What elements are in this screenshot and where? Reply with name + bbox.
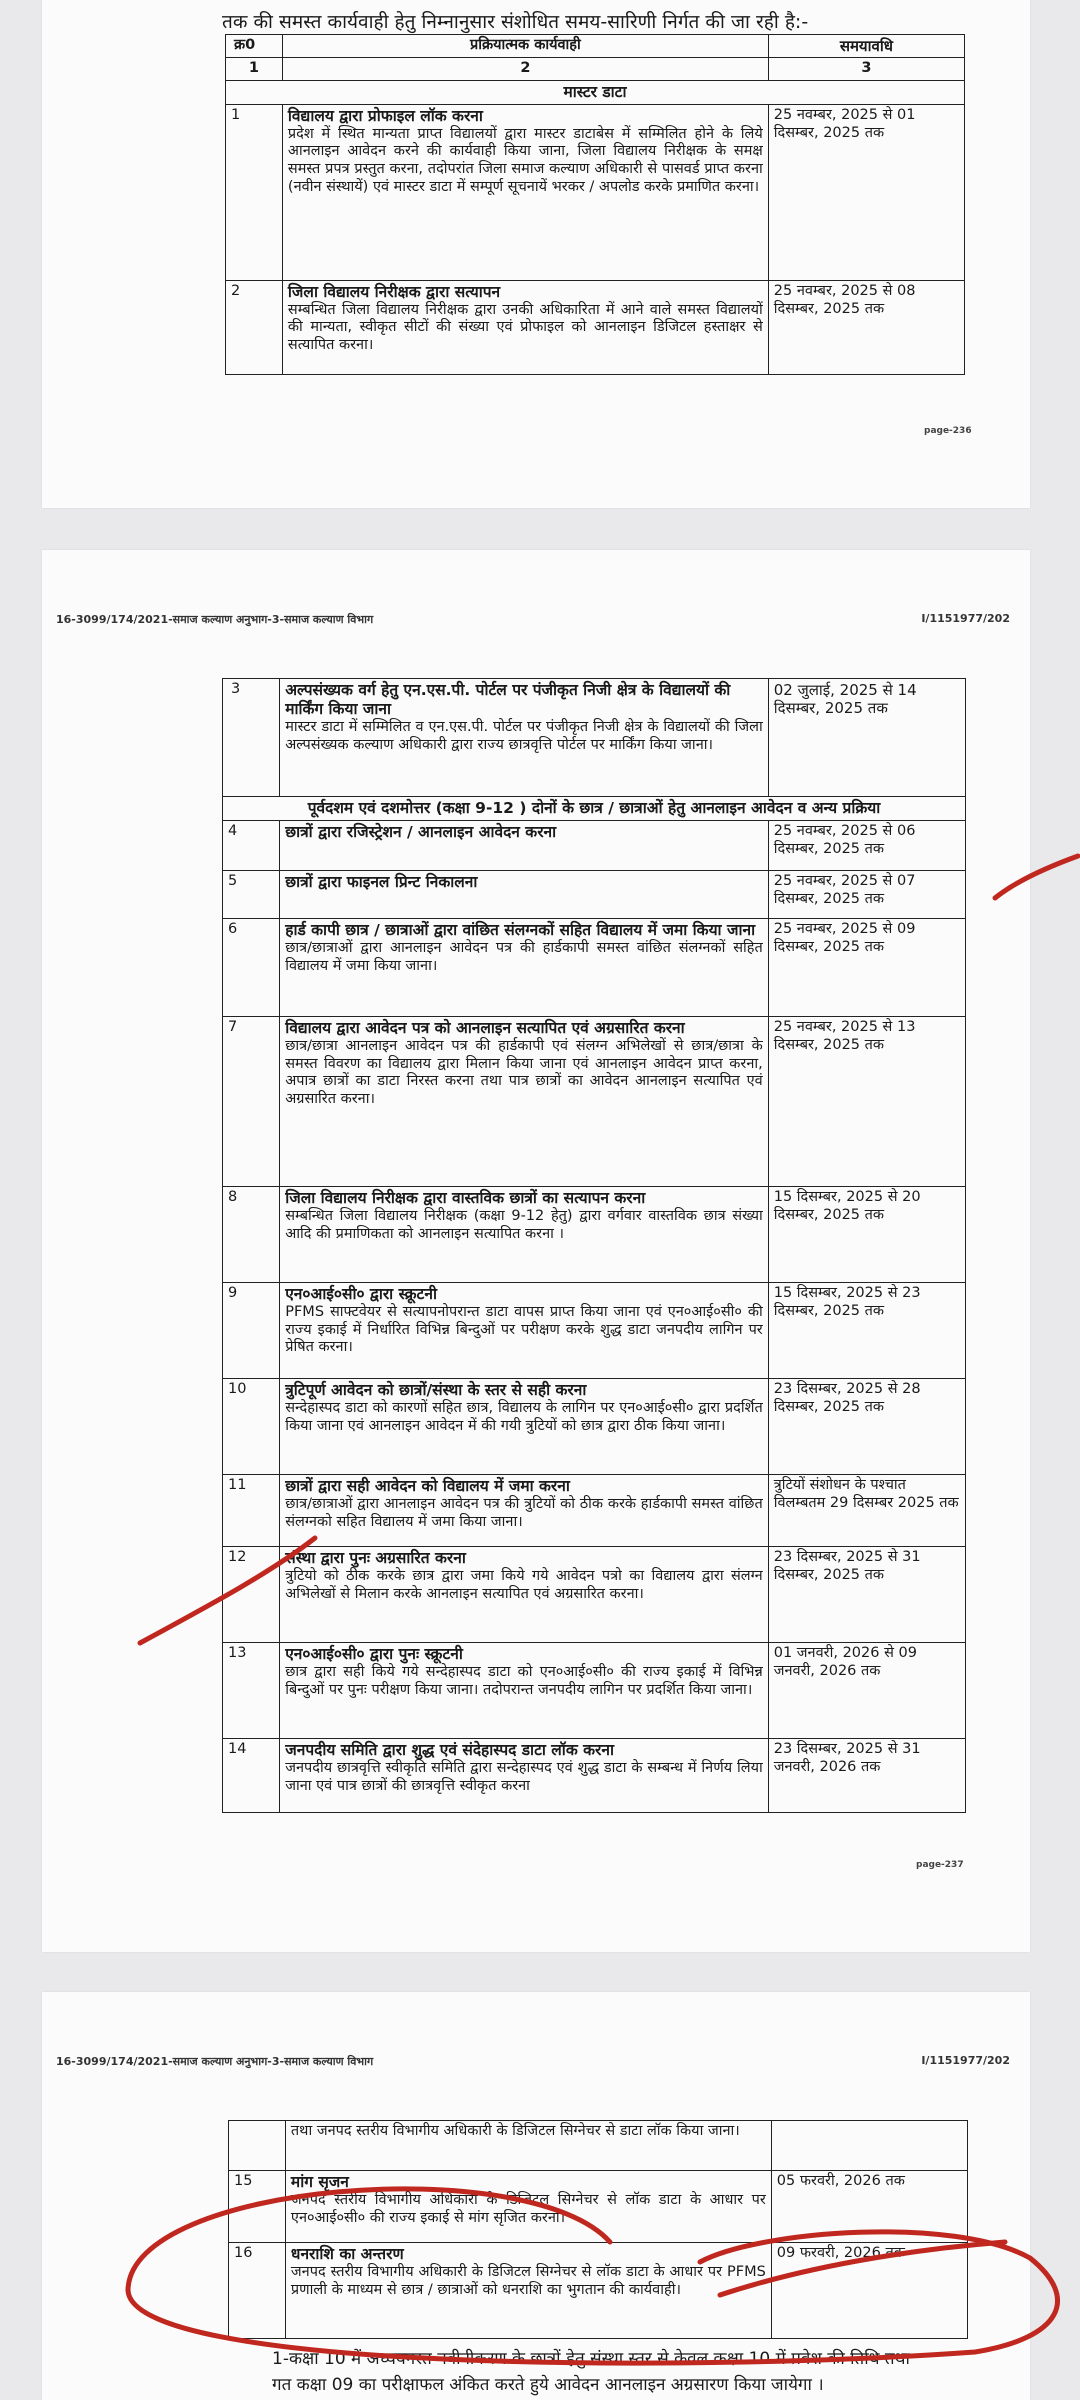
row-title: जिला विद्यालय निरीक्षक द्वारा सत्यापन (287, 282, 501, 301)
row-action (280, 870, 769, 918)
document-page-3 (42, 1992, 1030, 2400)
row-number: 3 (223, 679, 280, 797)
table-row (223, 1642, 966, 1738)
footnote (272, 2346, 1012, 2399)
section-title: मास्टर डाटा (226, 80, 965, 104)
row-description: प्रदेश में स्थित मान्यता प्राप्त विद्यालयों द्वारा मास्टर डाटाबेस में सम्मिलित होने के लिये आनलाइन आवेदन करने की कार्यवाही किया जाना, जिला विद्यालय निरीक्षक के समक्ष समस्त प्रपत्र प्रस्तुत करना, तदोपरांत जिला समाज कल्याण अधिकारी से पासवर्ड प्राप्त करना (नवीन संस्थायें) एवं मास्टर डाटा में सम्पूर्ण सूचनायें भरकर / अपलोड करके प्रमाणित करना। (287, 125, 763, 195)
row-action (280, 820, 769, 870)
row-action (280, 918, 769, 1016)
row-number: 12 (223, 1546, 280, 1642)
page-number-label: page-237 (916, 1860, 964, 1870)
footnote-line: गत कक्षा 09 का परीक्षाफल अंकित करते हुये आवेदन आनलाइन अग्रसारण किया जायेगा । (272, 2375, 824, 2396)
row-title: छात्रों द्वारा सही आवेदन को विद्यालय में जमा करना (285, 1476, 570, 1495)
row-period: 15 दिसम्बर, 2025 से 20 दिसम्बर, 2025 तक (768, 1186, 965, 1282)
row-title: जिला विद्यालय निरीक्षक द्वारा वास्तविक छात्रों का सत्यापन करना (285, 1188, 646, 1207)
schedule-table-2 (222, 678, 966, 1813)
row-period: 25 नवम्बर, 2025 से 13 दिसम्बर, 2025 तक (768, 1016, 965, 1186)
row-period: 25 नवम्बर, 2025 से 01 दिसम्बर, 2025 तक (768, 104, 964, 280)
schedule-table-3 (228, 2120, 968, 2339)
row-period: 25 नवम्बर, 2025 से 09 दिसम्बर, 2025 तक (768, 918, 965, 1016)
column-number-row (226, 58, 965, 81)
row-number: 4 (223, 820, 280, 870)
intro-text: तक की समस्त कार्यवाही हेतु निम्नानुसार संशोधित समय-सारिणी निर्गत की जा रही है:- (222, 11, 809, 33)
row-action (285, 2171, 771, 2243)
table-row (226, 280, 965, 374)
row-period: 23 दिसम्बर, 2025 से 31 जनवरी, 2026 तक (768, 1738, 965, 1812)
row-title: विद्यालय द्वारा प्रोफाइल लॉक करना (287, 106, 483, 125)
row-description: छात्र/छात्राओं द्वारा आनलाइन आवेदन पत्र की त्रुटियों को ठीक करके हार्डकापी समस्त वांछित संलग्नको सहित विद्यालय में जमा किया जाना। (285, 1495, 763, 1530)
row-action (285, 2243, 771, 2339)
table-header-row (226, 35, 965, 58)
row-number: 11 (223, 1474, 280, 1546)
table-row (223, 820, 966, 870)
file-reference: 16-3099/174/2021-समाज कल्याण अनुभाग-3-समाज कल्याण विभाग (56, 2055, 374, 2068)
row-title: मांग सृजन (290, 2173, 349, 2191)
footnote-line: 1-कक्षा 10 में अध्ययनरत नवीनीकरण के छात्रों हेतु संस्था स्तर से केवल कक्षा 10 में प्रवेश की तिथि तथा (272, 2349, 910, 2369)
row-period: 02 जुलाई, 2025 से 14 दिसम्बर, 2025 तक (768, 679, 965, 797)
row-description: त्रुटियो को ठीक करके छात्र द्वारा जमा किये गये आवेदन पत्रो का विद्यालय द्वारा संलग्न अभिलेखों से मिलान करके आनलाइन सत्यापित एवं अग्रसारित करना। (285, 1567, 763, 1602)
table-row (223, 1546, 966, 1642)
table-row (226, 104, 965, 280)
table-row (229, 2171, 968, 2243)
col-number: 1 (226, 58, 283, 81)
row-title: छात्रों द्वारा रजिस्ट्रेशन / आनलाइन आवेदन करना (285, 822, 557, 841)
row-description: छात्र/छात्राओं द्वारा आनलाइन आवेदन पत्र की हार्डकापी समस्त वांछित संलग्नकों सहित विद्यालय में जमा किया जाना। (285, 939, 763, 974)
row-description: मास्टर डाटा में सम्मिलित व एन.एस.पी. पोर्टल पर पंजीकृत निजी क्षेत्र के विद्यालयों की जिला अल्पसंख्यक कल्याण अधिकारी द्वारा राज्य छात्रवृत्ति पोर्टल पर मार्किंग किया जाना। (285, 718, 763, 753)
row-period: 05 फरवरी, 2026 तक (771, 2171, 967, 2243)
row-description: सम्बन्धित जिला विद्यालय निरीक्षक (कक्षा 9-12 हेतु) द्वारा वर्गवार वास्तविक छात्र संख्या आदि की प्रमाणिकता को आनलाइन सत्यापित करना । (285, 1207, 763, 1242)
row-action (280, 1474, 769, 1546)
row-action (280, 1378, 769, 1474)
row-number: 5 (223, 870, 280, 918)
section-title: पूर्वदशम एवं दशमोत्तर (कक्षा 9-12 ) दोनों के छात्र / छात्राओं हेतु आनलाइन आवेदन व अन्य प्रक्रिया (223, 797, 966, 821)
row-period: 25 नवम्बर, 2025 से 06 दिसम्बर, 2025 तक (768, 820, 965, 870)
row-action (282, 280, 768, 374)
row-period: 09 फरवरी, 2026 तक (771, 2243, 967, 2339)
row-period: 01 जनवरी, 2026 से 09 जनवरी, 2026 तक (768, 1642, 965, 1738)
row-period: 25 नवम्बर, 2025 से 07 दिसम्बर, 2025 तक (768, 870, 965, 918)
row-number: 14 (223, 1738, 280, 1812)
row-period: 23 दिसम्बर, 2025 से 31 दिसम्बर, 2025 तक (768, 1546, 965, 1642)
table-row (223, 1378, 966, 1474)
row-action (280, 1282, 769, 1378)
row-action (280, 1642, 769, 1738)
row-period (771, 2121, 967, 2171)
document-id: I/1151977/202 (921, 612, 1010, 625)
row-period: 25 नवम्बर, 2025 से 08 दिसम्बर, 2025 तक (768, 280, 964, 374)
row-action (285, 2121, 771, 2171)
section-row (223, 797, 966, 821)
row-description: सम्बन्धित जिला विद्यालय निरीक्षक द्वारा उनकी अधिकारिता में आने वाले समस्त विद्यालयों की मान्यता, स्वीकृत सीटों की संख्या एवं प्रोफाइल को आनलाइन डिजिटल हस्ताक्षर से सत्यापित करना। (287, 301, 763, 354)
row-title: हार्ड कापी छात्र / छात्राओं द्वारा वांछित संलग्नकों सहित विद्यालय में जमा किया जाना (285, 920, 756, 939)
row-number: 7 (223, 1016, 280, 1186)
col-header-action: प्रक्रियात्मक कार्यवाही (282, 35, 768, 58)
row-description: जनपदीय छात्रवृत्ति स्वीकृति समिति द्वारा सन्देहास्पद एवं शुद्ध डाटा के सम्बन्ध में निर्णय लिया जाना एवं पात्र छात्रों की छात्रवृत्ति स्वीकृत करना (285, 1759, 763, 1794)
row-number: 16 (229, 2243, 286, 2339)
row-action (280, 1738, 769, 1812)
row-title: एन०आई०सी० द्वारा पुनः स्क्रूटनी (285, 1644, 463, 1663)
row-title: त्रुटिपूर्ण आवेदन को छात्रों/संस्था के स्तर से सही करना (285, 1380, 587, 1399)
row-period: त्रुटियों संशोधन के पश्चात विलम्बतम 29 दिसम्बर 2025 तक (768, 1474, 965, 1546)
row-number: 10 (223, 1378, 280, 1474)
row-description: छात्र द्वारा सही किये गये सन्देहास्पद डाटा को एन०आई०सी० की राज्य इकाई में विभिन्न बिन्दुओं पर पुनः परीक्षण किया जाना। तदोपरान्त जनपदीय लागिन पर प्रदर्शित किया जाना। (285, 1663, 763, 1698)
row-number: 1 (226, 104, 283, 280)
row-title: अल्पसंख्यक वर्ग हेतु एन.एस.पी. पोर्टल पर पंजीकृत निजी क्षेत्र के विद्यालयों की मार्किंग किया जाना (285, 681, 731, 718)
row-description: PFMS साफ्टवेयर से सत्यापनोपरान्त डाटा वापस प्राप्त किया जाना एवं एन०आई०सी० की राज्य इकाई में निर्धारित विभिन्न बिन्दुओं पर परीक्षण करके शुद्ध डाटा जनपदीय लागिन पर प्रेषित करना। (285, 1303, 763, 1356)
row-number: 13 (223, 1642, 280, 1738)
row-title: संस्था द्वारा पुनः अग्रसारित करना (285, 1548, 466, 1567)
table-row (223, 1282, 966, 1378)
row-number: 8 (223, 1186, 280, 1282)
table-row-continued (229, 2121, 968, 2171)
row-title: धनराशि का अन्तरण (290, 2245, 404, 2263)
file-reference: 16-3099/174/2021-समाज कल्याण अनुभाग-3-समाज कल्याण विभाग (56, 613, 374, 626)
row-number: 15 (229, 2171, 286, 2243)
table-row (223, 870, 966, 918)
row-description: तथा जनपद स्तरीय विभागीय अधिकारी के डिजिटल सिग्नेचर से डाटा लॉक किया जाना। (290, 2123, 740, 2139)
section-row (226, 80, 965, 104)
document-page-2 (42, 550, 1030, 1952)
row-number: 9 (223, 1282, 280, 1378)
row-title: एन०आई०सी० द्वारा स्क्रूटनी (285, 1284, 437, 1303)
row-title: छात्रों द्वारा फाइनल प्रिन्ट निकालना (285, 872, 478, 891)
row-action (280, 1546, 769, 1642)
row-number: 2 (226, 280, 283, 374)
schedule-table-1 (225, 34, 965, 375)
row-number: 6 (223, 918, 280, 1016)
table-row (229, 2243, 968, 2339)
document-page-1 (42, 0, 1030, 508)
row-number (229, 2121, 286, 2171)
row-title: विद्यालय द्वारा आवेदन पत्र को आनलाइन सत्यापित एवं अग्रसारित करना (285, 1018, 685, 1037)
row-title: जनपदीय समिति द्वारा शुद्ध एवं संदेहास्पद डाटा लॉक करना (285, 1740, 614, 1759)
page-number-label: page-236 (924, 426, 972, 436)
row-action (280, 1016, 769, 1186)
table-row (223, 1474, 966, 1546)
row-action (282, 104, 768, 280)
row-description: सन्देहास्पद डाटा को कारणों सहित छात्र, विद्यालय के लागिन पर एन०आई०सी० द्वारा प्रदर्शित किया जाना एवं आनलाइन आवेदन में की गयी त्रुटियों को छात्र द्वारा ठीक किया जाना। (285, 1399, 763, 1434)
table-row (223, 918, 966, 1016)
row-action (280, 1186, 769, 1282)
table-row (223, 1738, 966, 1812)
row-period: 23 दिसम्बर, 2025 से 28 दिसम्बर, 2025 तक (768, 1378, 965, 1474)
row-description: जनपद स्तरीय विभागीय अधिकारी के डिजिटल सिग्नेचर से लॉक डाटा के आधार पर PFMS प्रणाली के माध्यम से छात्र / छात्राओं को धनराशि का भुगतान की कार्यवाही। (290, 2263, 766, 2298)
table-row (223, 1186, 966, 1282)
col-header-period: समयावधि (768, 35, 964, 58)
col-number: 2 (282, 58, 768, 81)
row-action (280, 679, 769, 797)
row-period: 15 दिसम्बर, 2025 से 23 दिसम्बर, 2025 तक (768, 1282, 965, 1378)
col-header-serial: क्र0 (226, 35, 283, 58)
row-description: छात्र/छात्रा आनलाइन आवेदन पत्र की हार्डकापी एवं संलग्न अभिलेखों से छात्र/छात्रा के समस्त विवरण का विद्यालय द्वारा मिलान किया जाना एवं आनलाइन आवेदन प्राप्त करना, अपात्र छात्रों का डाटा निरस्त करना तथा पात्र छात्रों का आवेदन आनलाइन सत्यापित एवं अग्रसारित करना। (285, 1037, 763, 1107)
row-description: जनपद स्तरीय विभागीय अधिकारी के डिजिटल सिग्नेचर से लॉक डाटा के आधार पर एन०आई०सी० की राज्य इकाई से मांग सृजित करना। (290, 2191, 766, 2226)
table-row (223, 679, 966, 797)
document-id: I/1151977/202 (921, 2054, 1010, 2067)
table-row (223, 1016, 966, 1186)
col-number: 3 (768, 58, 964, 81)
